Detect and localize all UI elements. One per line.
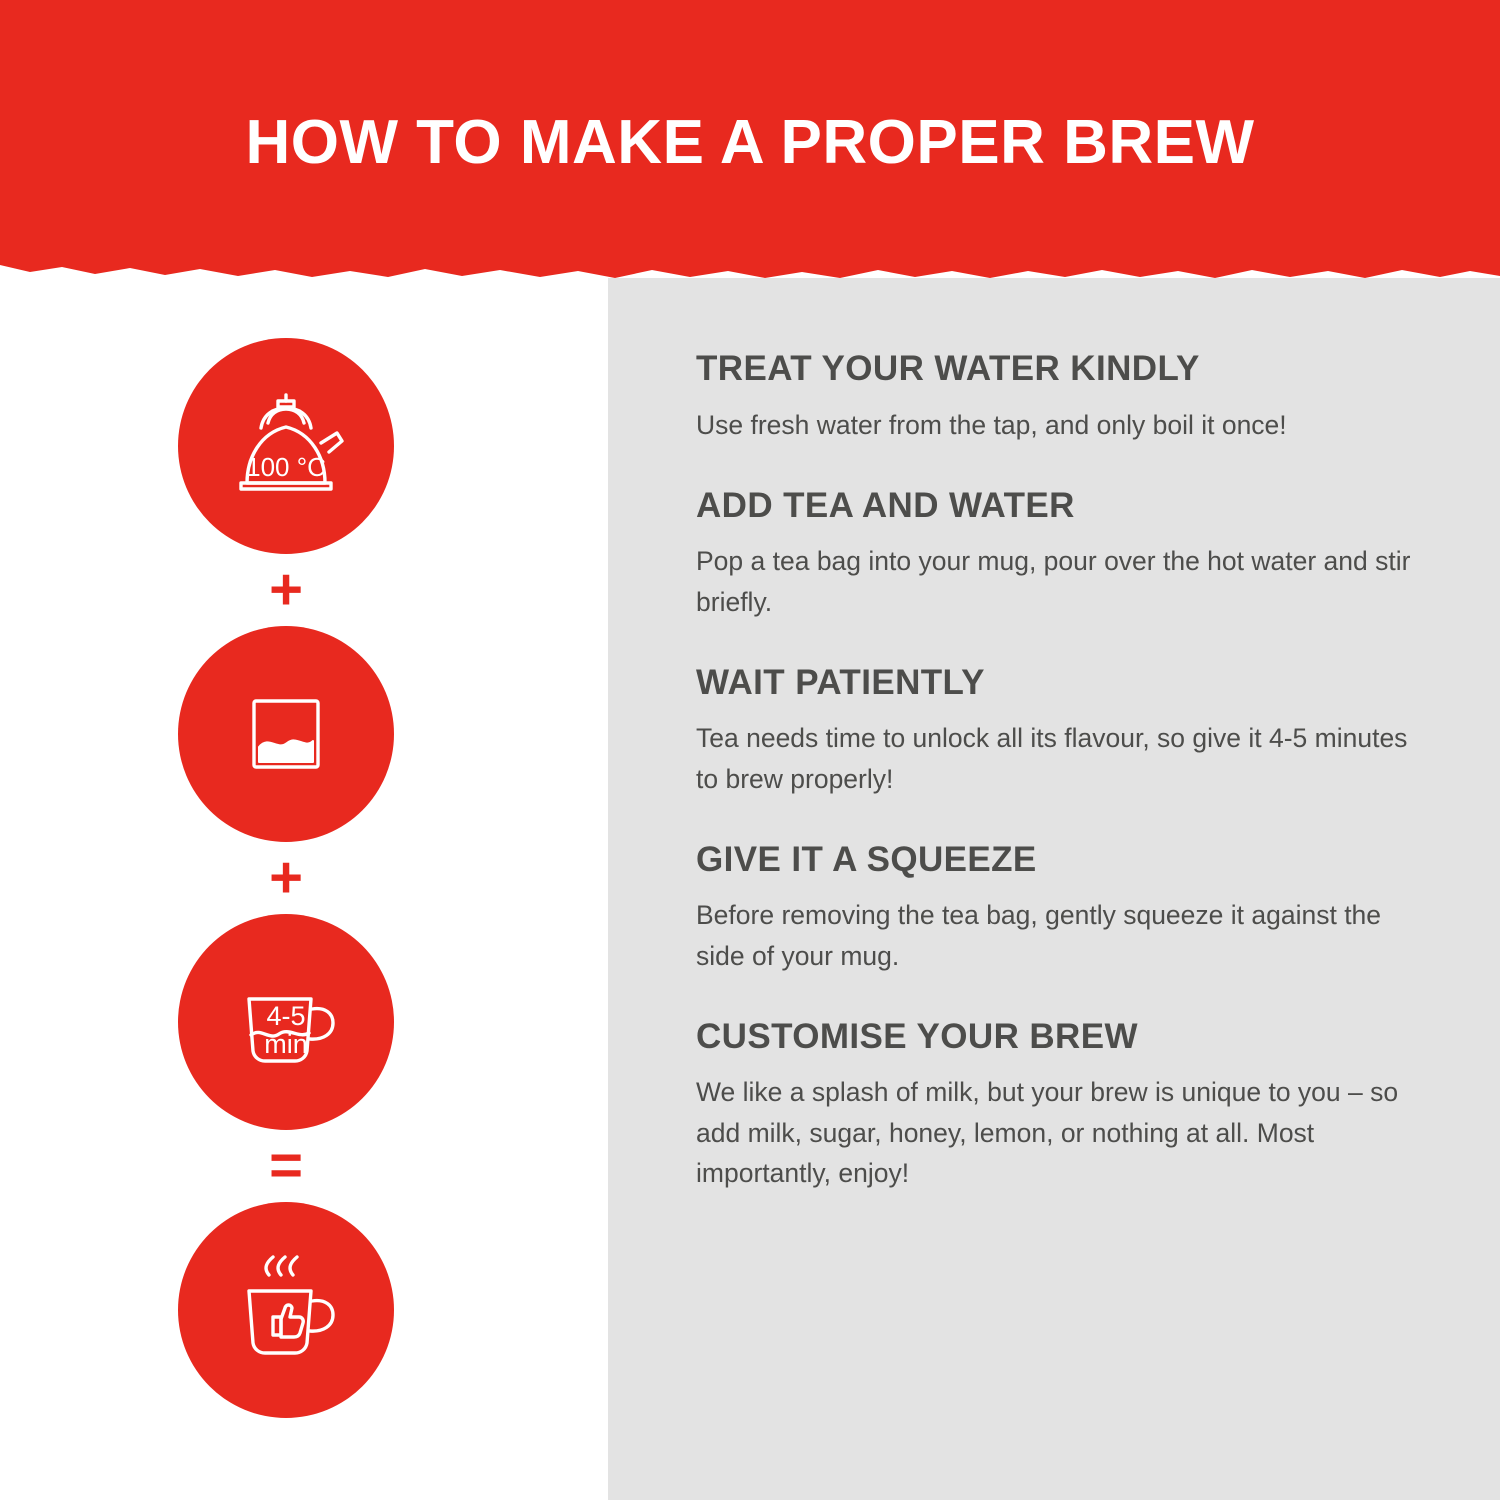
body-area	[0, 278, 1500, 1500]
step-item-1	[696, 350, 1426, 445]
step-description: Use fresh water from the tap, and only boil it once!	[696, 409, 1287, 440]
steaming-mug-thumbs-up-icon	[211, 1235, 361, 1385]
brew-time-line-1: 4-5	[266, 1001, 306, 1031]
brew-time-line-2: min	[264, 1029, 308, 1060]
step-icon-tea-bag	[178, 626, 394, 842]
header-band	[0, 0, 1500, 278]
step-title: WAIT PATIENTLY	[696, 662, 985, 702]
step-item-5	[696, 1018, 1426, 1193]
step-description: Before removing the tea bag, gently squeeze it against the side of your mug.	[696, 900, 1382, 971]
tea-bag-icon	[211, 659, 361, 809]
step-item-3	[696, 664, 1426, 799]
connector-plus-2: +	[269, 845, 303, 910]
kettle-icon	[211, 371, 361, 521]
step-item-4	[696, 841, 1426, 976]
step-title: CUSTOMISE YOUR BREW	[696, 1016, 1138, 1056]
connector-plus-1: +	[269, 557, 303, 622]
step-title: TREAT YOUR WATER KINDLY	[696, 349, 1200, 388]
step-item-2	[696, 487, 1426, 622]
kettle-temperature-label: 100 °C	[246, 452, 326, 482]
connector-equals: =	[269, 1133, 303, 1198]
page-title: HOW TO MAKE A PROPER BREW	[245, 108, 1255, 177]
icon-column	[178, 338, 394, 1418]
step-title: GIVE IT A SQUEEZE	[696, 839, 1037, 879]
step-icon-kettle	[178, 338, 394, 554]
mug-timer-icon	[211, 947, 361, 1097]
steps-list	[696, 350, 1426, 1193]
step-description: We like a splash of milk, but your brew is unique to you – so add milk, sugar, honey, lemon, or nothing at all. Most importantly, enjoy!	[696, 1077, 1399, 1188]
step-icon-brew-time	[178, 914, 394, 1130]
step-title: ADD TEA AND WATER	[696, 485, 1075, 525]
step-icon-enjoy	[178, 1202, 394, 1418]
torn-edge-decoration	[0, 265, 1500, 278]
step-description: Tea needs time to unlock all its flavour, so give it 4-5 minutes to brew properly!	[696, 723, 1408, 794]
step-description: Pop a tea bag into your mug, pour over the hot water and stir briefly.	[696, 546, 1411, 617]
